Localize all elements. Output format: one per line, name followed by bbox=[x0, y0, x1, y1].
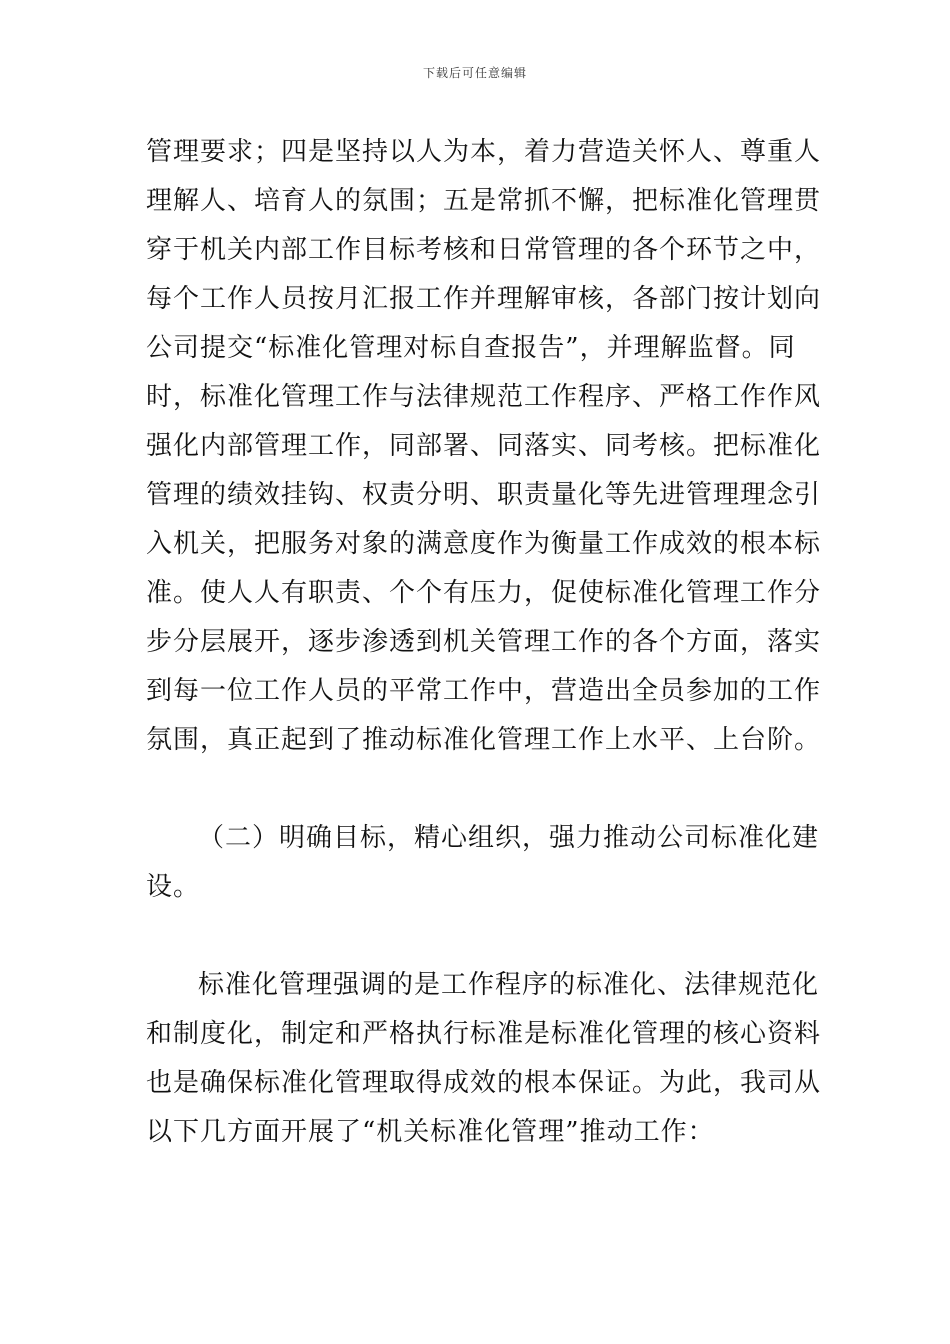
section-heading bbox=[146, 814, 820, 912]
paragraph-spacer bbox=[146, 912, 810, 961]
text-line: 准。使人人有职责、个个有压力，促使标准化管理工作分 bbox=[146, 578, 822, 608]
text-line: 氛围，真正起到了推动标准化管理工作上水平、上台阶。 bbox=[146, 725, 822, 755]
text-line: 到每一位工作人员的平常工作中，营造出全员参加的工作 bbox=[146, 676, 822, 706]
text-line: 管理要求；四是坚持以人为本，着力营造关怀人、尊重人 bbox=[146, 137, 822, 167]
text-line: 以下几方面开展了“机关标准化管理”推动工作： bbox=[146, 1117, 715, 1147]
paragraph-spacer bbox=[146, 765, 810, 814]
document-body bbox=[146, 128, 822, 1157]
text-line: 穿于机关内部工作目标考核和日常管理的各个环节之中， bbox=[146, 235, 822, 265]
paragraph bbox=[146, 961, 822, 1157]
text-line: 管理的绩效挂钩、权责分明、职责量化等先进管理理念引 bbox=[146, 480, 822, 510]
heading-line: 设。 bbox=[146, 872, 201, 902]
paragraph-continued bbox=[146, 128, 822, 765]
page-header: 下载后可任意编辑 bbox=[422, 66, 527, 80]
heading-line: （二）明确目标，精心组织，强力推动公司标准化建 bbox=[198, 823, 820, 853]
text-line: 和制度化，制定和严格执行标准是标准化管理的核心资料 bbox=[146, 1019, 822, 1049]
text-line: 每个工作人员按月汇报工作并理解审核，各部门按计划向 bbox=[146, 284, 822, 314]
text-line: 步分层展开，逐步渗透到机关管理工作的各个方面，落实 bbox=[146, 627, 822, 657]
text-line: 时，标准化管理工作与法律规范工作程序、严格工作作风 bbox=[146, 382, 822, 412]
text-line: 标准化管理强调的是工作程序的标准化、法律规范化 bbox=[198, 970, 820, 1000]
text-line: 入机关，把服务对象的满意度作为衡量工作成效的根本标 bbox=[146, 529, 822, 559]
text-line: 公司提交“标准化管理对标自查报告”，并理解监督。同 bbox=[146, 333, 796, 363]
text-line: 强化内部管理工作，同部署、同落实、同考核。把标准化 bbox=[146, 431, 822, 461]
text-line: 也是确保标准化管理取得成效的根本保证。为此，我司从 bbox=[146, 1068, 822, 1098]
text-line: 理解人、培育人的氛围；五是常抓不懈，把标准化管理贯 bbox=[146, 186, 822, 216]
